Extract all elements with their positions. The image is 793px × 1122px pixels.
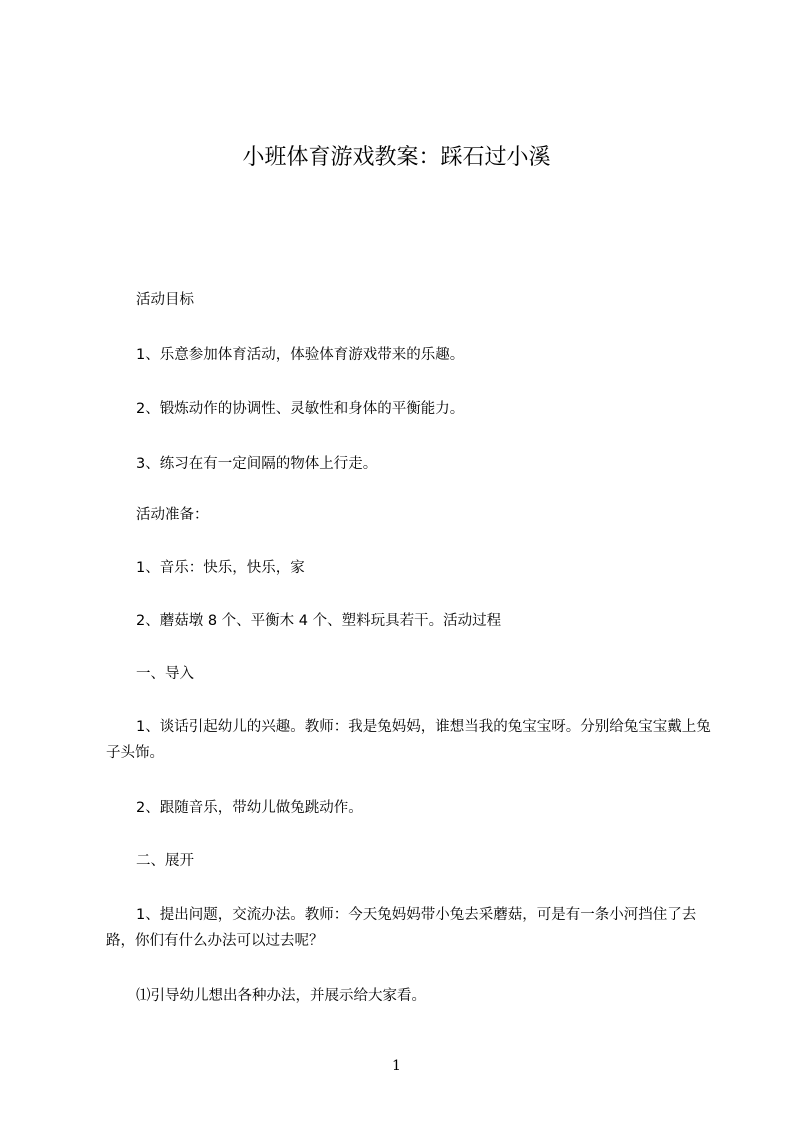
page-number: 1 <box>392 1058 401 1074</box>
paragraph: 2、跟随音乐，带幼儿做兔跳动作。 <box>136 800 363 816</box>
section-heading-goals: 活动目标 <box>136 292 194 308</box>
paragraph: ⑴引导幼儿想出各种办法，并展示给大家看。 <box>136 988 426 1004</box>
section-heading-development: 二、展开 <box>136 853 194 869</box>
paragraph: 1、音乐：快乐，快乐，家 <box>136 560 305 576</box>
paragraph: 2、锻炼动作的协调性、灵敏性和身体的平衡能力。 <box>136 401 465 417</box>
document-title: 小班体育游戏教案：踩石过小溪 <box>242 145 551 170</box>
section-heading-preparation: 活动准备： <box>136 507 209 523</box>
paragraph: 1、提出问题，交流办法。教师：今天兔妈妈带小兔去采蘑菇，可是有一条小河挡住了去路，你们有什么办法可以过去呢？ <box>106 907 697 949</box>
paragraph: 3、练习在有一定间隔的物体上行走。 <box>136 456 378 472</box>
paragraph: 2、蘑菇墩 8 个、平衡木 4 个、塑料玩具若干。活动过程 <box>136 613 502 629</box>
paragraph: 1、谈话引起幼儿的兴趣。教师：我是兔妈妈，谁想当我的兔宝宝呀。分别给兔宝宝戴上兔子头饰。 <box>106 719 711 761</box>
paragraph: 1、乐意参加体育活动，体验体育游戏带来的乐趣。 <box>136 347 465 363</box>
section-heading-intro: 一、导入 <box>136 666 194 682</box>
